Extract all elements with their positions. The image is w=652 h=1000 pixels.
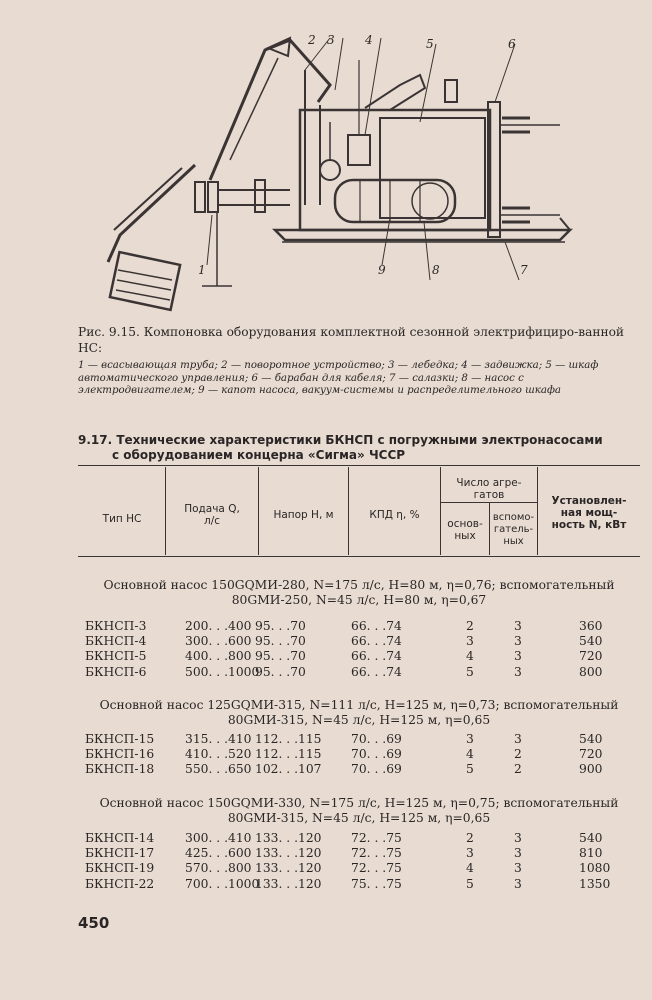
part-label-6: 6 bbox=[508, 37, 516, 51]
cell-flow: 400. . .800 bbox=[185, 649, 252, 664]
table-row bbox=[85, 878, 640, 891]
cell-efficiency: 66. . .74 bbox=[351, 664, 402, 679]
group-title: Основной насос 125GQMИ-315, N=111 л/с, H=125 м, η=0,73; вспомогательный 80GMИ-315, N=45 л/с, H=125 м, η=0,65 bbox=[99, 698, 619, 727]
header-aux: вспомо- гатель- ных bbox=[492, 512, 535, 547]
cell-efficiency: 66. . .74 bbox=[351, 619, 402, 633]
cell-head: 95. . .70 bbox=[255, 664, 306, 679]
cell-main-units: 3 bbox=[466, 634, 474, 649]
cell-power: 540 bbox=[579, 732, 603, 746]
cell-flow: 410. . .520 bbox=[185, 747, 252, 762]
header-efficiency: КПД η, % bbox=[369, 509, 420, 521]
cell-head: 112. . .115 bbox=[255, 747, 322, 762]
cell-power: 900 bbox=[579, 762, 603, 777]
cell-head: 95. . .70 bbox=[255, 634, 306, 649]
header-main: основ- ных bbox=[447, 518, 483, 542]
table-header-rule bbox=[78, 556, 640, 557]
part-label-7: 7 bbox=[520, 263, 528, 277]
cell-flow: 315. . .410 bbox=[185, 732, 252, 746]
cell-flow: 300. . .410 bbox=[185, 831, 252, 845]
cell-efficiency: 72. . .75 bbox=[351, 846, 402, 861]
cell-type: БКНСП-19 bbox=[85, 861, 155, 876]
part-label-2: 2 bbox=[308, 33, 316, 47]
cell-efficiency: 66. . .74 bbox=[351, 634, 402, 649]
cell-type: БКНСП-16 bbox=[85, 747, 155, 762]
cell-head: 133. . .120 bbox=[255, 876, 322, 891]
cell-efficiency: 70. . .69 bbox=[351, 747, 402, 762]
table-row bbox=[85, 635, 640, 648]
table-row bbox=[85, 748, 640, 761]
figure-caption bbox=[78, 324, 638, 356]
header-type: Тип НС bbox=[102, 513, 142, 525]
cell-efficiency: 72. . .75 bbox=[351, 861, 402, 876]
cell-flow: 570. . .800 bbox=[185, 861, 252, 876]
suction-pipe bbox=[108, 165, 195, 262]
cell-main-units: 5 bbox=[466, 762, 474, 777]
cell-efficiency: 72. . .75 bbox=[351, 831, 402, 845]
cell-aux-units: 2 bbox=[514, 747, 522, 762]
cell-type: БКНСП-4 bbox=[85, 634, 147, 649]
cell-main-units: 2 bbox=[466, 619, 474, 633]
cell-efficiency: 66. . .74 bbox=[351, 649, 402, 664]
cell-main-units: 4 bbox=[466, 747, 474, 762]
table-row bbox=[85, 763, 640, 776]
cell-main-units: 5 bbox=[466, 876, 474, 891]
part-label-5: 5 bbox=[426, 37, 434, 51]
header-power: Установлен- ная мощ- ность N, кВт bbox=[551, 495, 627, 531]
cell-type: БКНСП-14 bbox=[85, 831, 155, 845]
cell-efficiency: 75. . .75 bbox=[351, 876, 402, 891]
header-head: Напор H, м bbox=[273, 509, 334, 521]
group-title: Основной насос 150GQMИ-280, N=175 л/с, H=80 м, η=0,76; вспомогательный 80GMИ-250, N=45 л/с, H=80 м, η=0,67 bbox=[103, 578, 615, 607]
cell-aux-units: 3 bbox=[514, 831, 522, 845]
cell-efficiency: 70. . .69 bbox=[351, 732, 402, 746]
cell-type: БКНСП-5 bbox=[85, 649, 147, 664]
winch bbox=[320, 160, 340, 180]
cell-power: 800 bbox=[579, 664, 603, 679]
cell-aux-units: 3 bbox=[514, 861, 522, 876]
cell-type: БКНСП-18 bbox=[85, 762, 155, 777]
cell-main-units: 3 bbox=[466, 732, 474, 746]
table-row bbox=[85, 620, 640, 633]
cell-head: 112. . .115 bbox=[255, 732, 322, 746]
group-title: Основной насос 150GQMИ-330, N=175 л/с, H=125 м, η=0,75; вспомогательный 80GMИ-315, N=45 л/с, H=125 м, η=0,65 bbox=[99, 796, 619, 825]
cell-main-units: 3 bbox=[466, 846, 474, 861]
cell-type: БКНСП-22 bbox=[85, 876, 155, 891]
cell-power: 360 bbox=[579, 619, 603, 633]
cell-aux-units: 3 bbox=[514, 649, 522, 664]
cell-main-units: 5 bbox=[466, 664, 474, 679]
pump-motor bbox=[335, 180, 455, 222]
cell-head: 95. . .70 bbox=[255, 649, 306, 664]
table-row bbox=[85, 847, 640, 860]
table-row bbox=[85, 832, 640, 845]
cell-type: БКНСП-6 bbox=[85, 664, 147, 679]
table-title bbox=[78, 433, 638, 463]
cell-power: 1350 bbox=[579, 876, 611, 891]
figure-legend: 1 — всасывающая труба; 2 — поворотное устройство; 3 — лебедка; 4 — задвижка; 5 — шкаф автоматического управления; 6 — барабан для кабеля; 7 — салазки; 8 — насос с электродвигателем; 9 — капот насоса, вакуум-системы и распределительного шкафа bbox=[78, 360, 599, 396]
cell-efficiency: 70. . .69 bbox=[351, 762, 402, 777]
header-flow: Подача Q, л/с bbox=[184, 503, 240, 527]
cell-power: 540 bbox=[579, 634, 603, 649]
part-label-3: 3 bbox=[327, 33, 335, 47]
cell-power: 720 bbox=[579, 747, 603, 762]
cell-flow: 425. . .600 bbox=[185, 846, 252, 861]
cell-flow: 550. . .650 bbox=[185, 762, 252, 777]
cell-head: 133. . .120 bbox=[255, 846, 322, 861]
table-row bbox=[85, 650, 640, 663]
cell-flow: 300. . .600 bbox=[185, 634, 252, 649]
part-label-8: 8 bbox=[432, 263, 440, 277]
cell-main-units: 2 bbox=[466, 831, 474, 845]
cell-flow: 700. . .1000 bbox=[185, 876, 260, 891]
cell-type: БКНСП-17 bbox=[85, 846, 155, 861]
cell-main-units: 4 bbox=[466, 861, 474, 876]
table-top-rule bbox=[78, 465, 640, 466]
gate-valve bbox=[348, 135, 370, 165]
cell-type: БКНСП-3 bbox=[85, 619, 147, 633]
header-units: Число агре- гатов bbox=[456, 477, 522, 501]
cell-power: 1080 bbox=[579, 861, 611, 876]
caption-title: Рис. 9.15. Компоновка оборудования комплектной сезонной электрифициро-ванной НС: bbox=[78, 325, 625, 355]
cell-flow: 500. . .1000 bbox=[185, 664, 260, 679]
page-number: 450 bbox=[78, 914, 110, 932]
cell-head: 133. . .120 bbox=[255, 861, 322, 876]
part-label-4: 4 bbox=[365, 33, 373, 47]
cell-head: 95. . .70 bbox=[255, 619, 306, 633]
cell-main-units: 4 bbox=[466, 649, 474, 664]
cell-head: 102. . .107 bbox=[255, 762, 322, 777]
cell-head: 133. . .120 bbox=[255, 831, 322, 845]
part-label-9: 9 bbox=[378, 263, 386, 277]
cell-type: БКНСП-15 bbox=[85, 732, 155, 746]
table-row bbox=[85, 733, 640, 746]
cell-flow: 200. . .400 bbox=[185, 619, 252, 633]
skids bbox=[275, 230, 570, 240]
table-row bbox=[85, 862, 640, 875]
table-title-line2: с оборудованием концерна «Сигма» ЧССР bbox=[112, 448, 406, 462]
cell-aux-units: 2 bbox=[514, 762, 522, 777]
cell-aux-units: 3 bbox=[514, 619, 522, 633]
cell-aux-units: 3 bbox=[514, 634, 522, 649]
cell-power: 720 bbox=[579, 649, 603, 664]
cell-aux-units: 3 bbox=[514, 846, 522, 861]
cell-power: 810 bbox=[579, 846, 603, 861]
equipment-layout-drawing bbox=[90, 30, 590, 320]
part-label-1: 1 bbox=[198, 263, 206, 277]
cell-power: 540 bbox=[579, 831, 603, 845]
cell-aux-units: 3 bbox=[514, 664, 522, 679]
cell-aux-units: 3 bbox=[514, 732, 522, 746]
table-title-line1: 9.17. Технические характеристики БКНСП с погружными электронасосами bbox=[78, 433, 603, 447]
cell-aux-units: 3 bbox=[514, 876, 522, 891]
table-row bbox=[85, 666, 640, 679]
